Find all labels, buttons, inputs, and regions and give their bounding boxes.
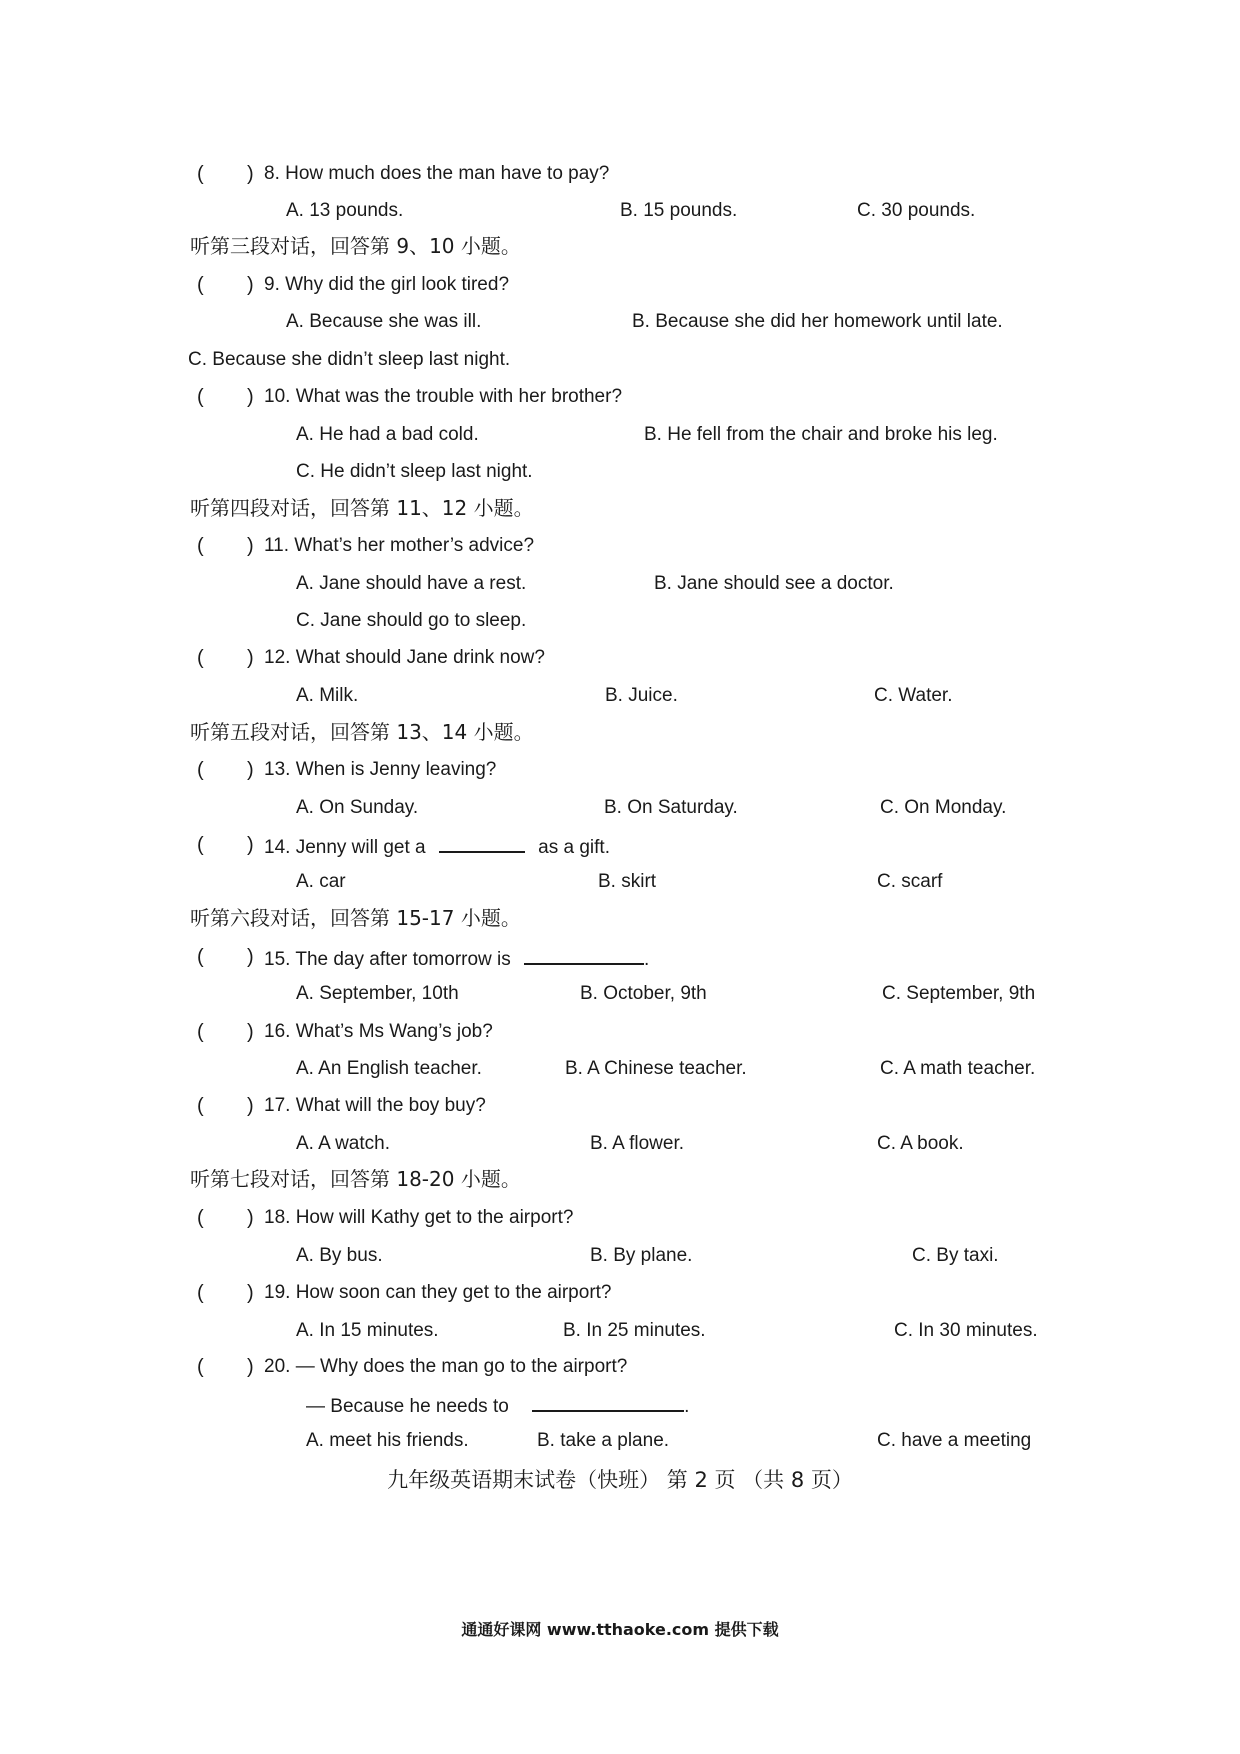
option-b: B. 15 pounds.	[620, 200, 738, 221]
answer-paren-open: (	[197, 1356, 204, 1378]
option-c: C. By taxi.	[912, 1245, 999, 1266]
answer-paren-close: )	[247, 946, 254, 968]
answer-paren-open: (	[197, 386, 204, 408]
option-c: C. Jane should go to sleep.	[296, 610, 527, 631]
section-heading-4: 听第四段对话，回答第 11、12 小题。	[190, 496, 534, 520]
option-c: C. Because she didn’t sleep last night.	[188, 349, 511, 370]
option-a: A. By bus.	[296, 1245, 383, 1266]
answer-paren-close: )	[247, 1207, 254, 1229]
option-b: B. A flower.	[590, 1133, 684, 1154]
option-b: B. Juice.	[605, 685, 678, 706]
option-b: B. In 25 minutes.	[563, 1320, 706, 1341]
section-heading-3: 听第三段对话，回答第 9、10 小题。	[190, 234, 521, 258]
option-b: B. Because she did her homework until late.	[632, 311, 1003, 332]
answer-paren-open: (	[197, 1282, 204, 1304]
question-text-end: as a gift.	[538, 837, 610, 858]
option-b: B. skirt	[598, 871, 657, 892]
answer-paren-open: (	[197, 759, 204, 781]
answer-blank	[532, 1392, 684, 1412]
answer-paren-close: )	[247, 535, 254, 557]
question-text-end: .	[644, 949, 650, 970]
answer-paren-close: )	[247, 1095, 254, 1117]
answer-paren-open: (	[197, 1095, 204, 1117]
option-a: A. A watch.	[296, 1133, 390, 1154]
answer-paren-close: )	[247, 1021, 254, 1043]
question-text: 16. What’s Ms Wang’s job?	[264, 1021, 493, 1042]
option-c: C. September, 9th	[882, 983, 1036, 1004]
answer-paren-open: (	[197, 163, 204, 185]
option-c: C. In 30 minutes.	[894, 1320, 1038, 1341]
option-a: A. 13 pounds.	[286, 200, 404, 221]
answer-paren-open: (	[197, 535, 204, 557]
option-c: C. Water.	[874, 685, 953, 706]
option-a: A. Because she was ill.	[286, 311, 482, 332]
answer-paren-open: (	[197, 1207, 204, 1229]
answer-paren-open: (	[197, 946, 204, 968]
question-text: 13. When is Jenny leaving?	[264, 759, 497, 780]
answer-paren-open: (	[197, 834, 204, 856]
option-b: B. On Saturday.	[604, 797, 738, 818]
question-text: 12. What should Jane drink now?	[264, 647, 545, 668]
answer-paren-close: )	[247, 647, 254, 669]
option-a: A. Milk.	[296, 685, 359, 706]
question-text: 20. — Why does the man go to the airport?	[264, 1356, 628, 1377]
option-a: A. Jane should have a rest.	[296, 573, 527, 594]
option-a: A. In 15 minutes.	[296, 1320, 439, 1341]
option-a: A. He had a bad cold.	[296, 424, 479, 445]
answer-blank	[524, 945, 644, 965]
option-a: A. On Sunday.	[296, 797, 419, 818]
question-text: 17. What will the boy buy?	[264, 1095, 486, 1116]
question-text: 8. How much does the man have to pay?	[264, 163, 610, 184]
question-text: 18. How will Kathy get to the airport?	[264, 1207, 574, 1228]
option-c: C. On Monday.	[880, 797, 1007, 818]
option-c: C. A math teacher.	[880, 1058, 1036, 1079]
answer-blank	[439, 833, 525, 853]
question-text: 11. What’s her mother’s advice?	[264, 535, 535, 556]
answer-text-start: — Because he needs to	[306, 1396, 509, 1417]
answer-line	[306, 1392, 689, 1419]
question-text-start: 15. The day after tomorrow is	[264, 949, 511, 970]
option-c: C. He didn’t sleep last night.	[296, 461, 533, 482]
option-b: B. Jane should see a doctor.	[654, 573, 894, 594]
option-a: A. meet his friends.	[306, 1430, 469, 1451]
question-text: 19. How soon can they get to the airport?	[264, 1282, 612, 1303]
option-a: A. car	[296, 871, 346, 892]
answer-paren-close: )	[247, 386, 254, 408]
answer-paren-open: (	[197, 274, 204, 296]
page-footer: 九年级英语期末试卷（快班） 第 2 页 （共 8 页）	[387, 1468, 853, 1492]
question-text: 10. What was the trouble with her brother?	[264, 386, 623, 407]
answer-paren-open: (	[197, 647, 204, 669]
option-a: A. September, 10th	[296, 983, 459, 1004]
answer-paren-close: )	[247, 1356, 254, 1378]
option-b: B. October, 9th	[580, 983, 707, 1004]
download-credit: 通通好课网 www.tthaoke.com 提供下载	[461, 1620, 779, 1639]
answer-paren-close: )	[247, 1282, 254, 1304]
question-text	[264, 945, 649, 972]
answer-paren-close: )	[247, 759, 254, 781]
section-heading-7: 听第七段对话，回答第 18-20 小题。	[190, 1167, 521, 1191]
answer-paren-close: )	[247, 834, 254, 856]
section-heading-5: 听第五段对话，回答第 13、14 小题。	[190, 720, 534, 744]
option-c: C. 30 pounds.	[857, 200, 976, 221]
answer-text-end: .	[684, 1396, 690, 1417]
question-text: 9. Why did the girl look tired?	[264, 274, 510, 295]
option-c: C. A book.	[877, 1133, 964, 1154]
option-c: C. scarf	[877, 871, 943, 892]
question-text	[264, 833, 610, 860]
option-a: A. An English teacher.	[296, 1058, 482, 1079]
answer-paren-close: )	[247, 274, 254, 296]
option-c: C. have a meeting	[877, 1430, 1032, 1451]
section-heading-6: 听第六段对话，回答第 15-17 小题。	[190, 906, 521, 930]
option-b: B. take a plane.	[537, 1430, 670, 1451]
option-b: B. He fell from the chair and broke his leg.	[644, 424, 998, 445]
option-b: B. By plane.	[590, 1245, 693, 1266]
answer-paren-open: (	[197, 1021, 204, 1043]
answer-paren-close: )	[247, 163, 254, 185]
question-text-start: 14. Jenny will get a	[264, 837, 426, 858]
option-b: B. A Chinese teacher.	[565, 1058, 747, 1079]
